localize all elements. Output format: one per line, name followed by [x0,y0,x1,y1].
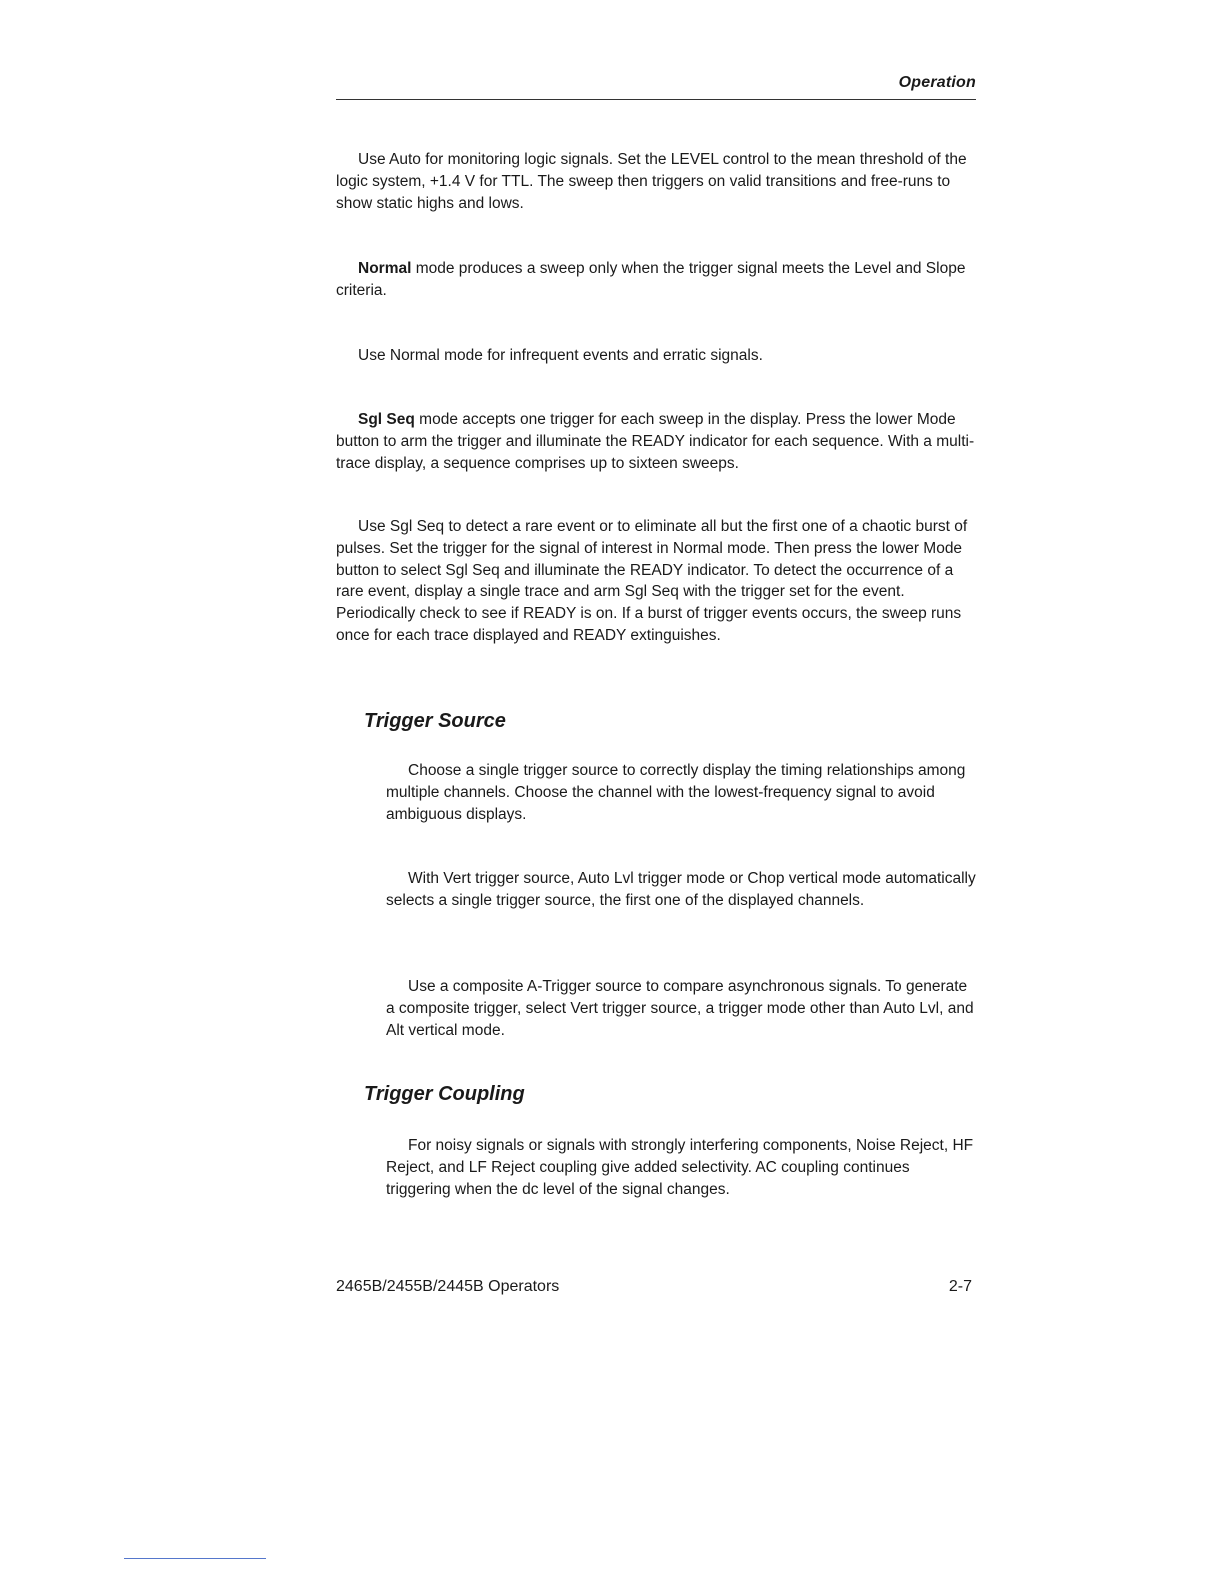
sgl-seq-mode-paragraph [336,409,976,474]
normal-mode-description: mode produces a sweep only when the trigger signal meets the Level and Slope criteria. [336,260,966,299]
normal-mode-usage-paragraph: Use Normal mode for infrequent events and erratic signals. [358,347,763,364]
sgl-seq-mode-term: Sgl Seq [358,411,415,428]
normal-mode-term: Normal [358,260,412,277]
trigger-source-paragraph-3: Use a composite A-Trigger source to compare asynchronous signals. To generate a composite trigger, select Vert trigger source, a trigger mode other than Auto Lvl, and Alt vertical mode. [386,978,974,1039]
normal-mode-paragraph [336,258,976,302]
header-rule [336,99,976,100]
trigger-coupling-paragraph-1: For noisy signals or signals with strongly interfering components, Noise Reject, HF Reject, and LF Reject coupling give added selectivity. AC coupling continues triggering when the dc level of the signal changes. [386,1137,974,1198]
bottom-rule [124,1558,266,1559]
trigger-source-paragraph-2: With Vert trigger source, Auto Lvl trigger mode or Chop vertical mode automatically selects a single trigger source, the first one of the displayed channels. [386,870,976,909]
trigger-source-heading: Trigger Source [364,710,506,732]
trigger-coupling-heading: Trigger Coupling [364,1083,525,1105]
trigger-source-paragraph-1: Choose a single trigger source to correctly display the timing relationships among multiple channels. Choose the channel with the lowest-frequency signal to avoid ambiguous displays. [386,762,966,823]
footer-manual-title: 2465B/2455B/2445B Operators [336,1278,560,1295]
sgl-seq-mode-description: mode accepts one trigger for each sweep in the display. Press the lower Mode button to arm the trigger and illuminate the READY indicator for each sequence. With a multi-trace display, a sequence comprises up to sixteen sweeps. [336,411,975,472]
auto-mode-usage-paragraph: Use Auto for monitoring logic signals. Set the LEVEL control to the mean threshold of the logic system, +1.4 V for TTL. The sweep then triggers on valid transitions and free-runs to show static highs and lows. [336,151,967,212]
running-header: Operation [898,74,976,91]
footer-page-number: 2-7 [948,1278,972,1295]
sgl-seq-usage-paragraph: Use Sgl Seq to detect a rare event or to eliminate all but the first one of a chaotic burst of pulses. Set the trigger for the signal of interest in Normal mode. Then press the lower Mode button to select Sgl Seq and illuminate the READY indicator. To detect the occurrence of a rare event, display a single trace and arm Sgl Seq with the trigger set for the event. Periodically check to see if READY is on. If a burst of trigger events occurs, the sweep runs once for each trace displayed and READY extinguishes. [336,518,968,644]
